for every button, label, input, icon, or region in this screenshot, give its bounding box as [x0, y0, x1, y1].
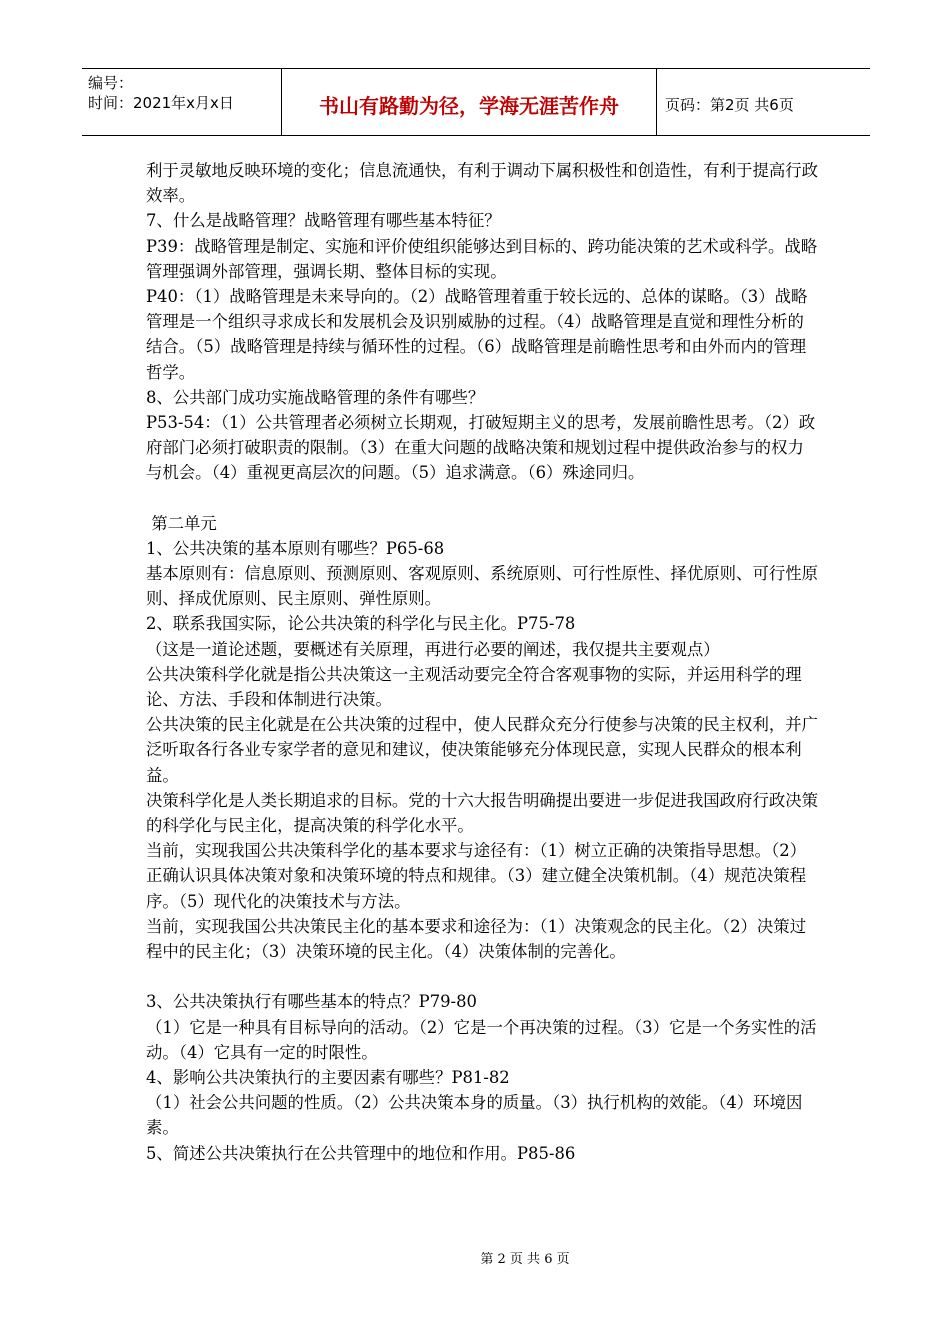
date-line: 时间：2021年x月x日	[88, 94, 234, 112]
question-heading: 3、公共决策执行有哪些基本的特点？P79-80	[146, 992, 477, 1012]
header-motto: 书山有路勤为径，学海无涯苦作舟	[282, 69, 657, 135]
paragraph: P53-54：（1）公共管理者必须树立长期观，打破短期主义的思考，发展前瞻性思考。（2）政府部门必须打破职责的限制。（3）在重大问题的战略决策和规划过程中提供政治参与的权力与机会。（4）重视更高层次的问题。（5）追求满意。（6）殊途同归。	[146, 413, 816, 483]
question-heading: 8、公共部门成功实施战略管理的条件有哪些？	[146, 387, 485, 407]
page-footer: 第 2 页 共 6 页	[480, 1252, 570, 1267]
header-meta	[82, 69, 282, 135]
spacer	[146, 964, 818, 989]
paragraph: （这是一道论述题，要概述有关原理，再进行必要的阐述，我仅提共主要观点）	[146, 639, 720, 659]
header-page-info: 页码：第2页 共6页	[665, 95, 794, 114]
unit-title: 第二单元	[146, 513, 217, 533]
paragraph: 利于灵敏地反映环境的变化；信息流通快，有利于调动下属积极性和创造性，有利于提高行政效率。	[146, 161, 819, 206]
paragraph: 公共决策的民主化就是在公共决策的过程中，使人民群众充分行使参与决策的民主权利，并广泛听取各行各业专家学者的意见和建议，使决策能够充分体现民意，实现人民群众的根本利益。	[146, 715, 819, 785]
page-header	[82, 68, 870, 136]
question-heading: 1、公共决策的基本原则有哪些？P65-68	[146, 538, 445, 558]
paragraph: （1）它是一种具有目标导向的活动。（2）它是一个再决策的过程。（3）它是一个务实性的活动。（4）它具有一定的时限性。	[146, 1017, 817, 1062]
question-heading: 2、联系我国实际，论公共决策的科学化与民主化。P75-78	[146, 614, 576, 634]
paragraph: 当前，实现我国公共决策民主化的基本要求和途径为：（1）决策观念的民主化。（2）决策过程中的民主化；（3）决策环境的民主化。（4）决策体制的完善化。	[146, 916, 807, 962]
spacer	[146, 486, 818, 511]
document-body	[146, 158, 818, 1166]
paragraph: 公共决策科学化就是指公共决策这一主观活动要完全符合客观事物的实际，并运用科学的理论、方法、手段和体制进行决策。	[146, 664, 802, 710]
question-heading: 4、影响公共决策执行的主要因素有哪些？P81-82	[146, 1067, 510, 1087]
question-heading: 7、什么是战略管理？战略管理有哪些基本特征？	[146, 211, 501, 231]
paragraph: 基本原则有：信息原则、预测原则、客观原则、系统原则、可行性原性、择优原则、可行性原则、择成优原则、民主原则、弹性原则。	[146, 564, 819, 609]
paragraph: 当前，实现我国公共决策科学化的基本要求与途径有：（1）树立正确的决策指导思想。（2）正确认识具体决策对象和决策环境的特点和规律。（3）建立健全决策机制。（4）规范决策程序。（5）现代化的决策技术与方法。	[146, 841, 807, 911]
paragraph: P39：战略管理是制定、实施和评价使组织能够达到目标的、跨功能决策的艺术或科学。战略管理强调外部管理，强调长期、整体目标的实现。	[146, 236, 818, 281]
paragraph: （1）社会公共问题的性质。（2）公共决策本身的质量。（3）执行机构的效能。（4）环境因素。	[146, 1093, 803, 1138]
paragraph: P40：（1）战略管理是未来导向的。（2）战略管理着重于较长远的、总体的谋略。（3）战略管理是一个组织寻求成长和发展机会及识别威胁的过程。（4）战略管理是直觉和理性分析的结合。（5）战略管理是持续与循环性的过程。（6）战略管理是前瞻性思考和由外而内的管理哲学。	[146, 287, 808, 382]
question-heading: 5、简述公共决策执行在公共管理中的地位和作用。P85-86	[146, 1143, 576, 1163]
paragraph: 决策科学化是人类长期追求的目标。党的十六大报告明确提出要进一步促进我国政府行政决策的科学化与民主化，提高决策的科学化水平。	[146, 790, 819, 836]
code-label: 编号：	[88, 74, 134, 92]
